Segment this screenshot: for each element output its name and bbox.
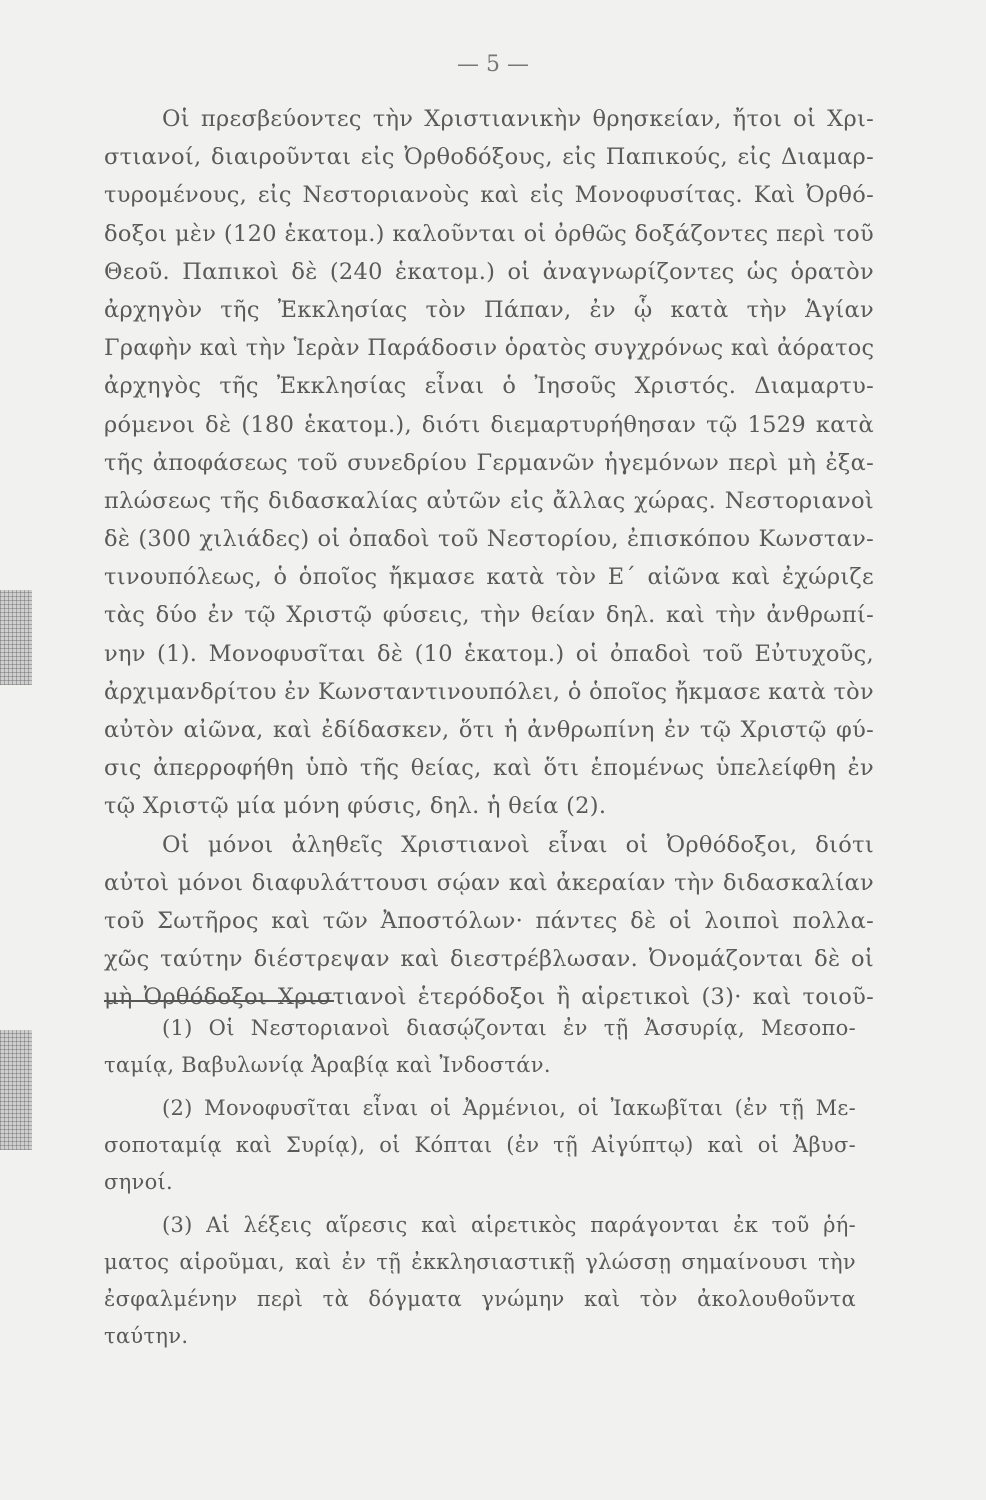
text-line: πλώσεως τῆς διδασκαλίας αὐτῶν εἰς ἄλλας χώρας. Νεστοριανοὶ xyxy=(104,487,874,514)
footnote-line: (2) Μονοφυσῖται εἶναι οἱ Ἀρμένιοι, οἱ Ἰακωβῖται (ἐν τῇ Με- xyxy=(162,1096,856,1120)
footnote-divider xyxy=(104,1000,334,1002)
footnote-line: ἐσφαλμένην περὶ τὰ δόγματα γνώμην καὶ τὸν ἀκολουθοῦντα xyxy=(104,1287,856,1311)
footnote-3 xyxy=(104,1207,856,1355)
text-line: αὐτοὶ μόνοι διαφυλάττουσι σῴαν καὶ ἀκεραίαν τὴν διδασκαλίαν xyxy=(104,869,874,896)
text-line: τυρομένους, εἰς Νεστοριανοὺς καὶ εἰς Μονοφυσίτας. Καὶ Ὀρθό- xyxy=(104,182,874,209)
text-line: στιανοί, διαιροῦνται εἰς Ὀρθοδόξους, εἰς Παπικούς, εἰς Διαμαρ- xyxy=(104,144,874,171)
scan-edge-texture xyxy=(0,1030,32,1150)
text-line: δὲ (300 χιλιάδες) οἱ ὀπαδοὶ τοῦ Νεστορίου, ἐπισκόπου Κωνσταν- xyxy=(104,526,874,553)
paragraph-1 xyxy=(104,100,874,826)
footnote-line: ταύτην. xyxy=(104,1324,189,1348)
footnote-line: σηνοί. xyxy=(104,1170,174,1194)
footnote-line: (1) Οἱ Νεστοριανοὶ διασῴζονται ἐν τῇ Ἀσσυρίᾳ, Μεσοπο- xyxy=(162,1016,856,1040)
text-line: μὴ Ὀρθόδοξοι Χριστιανοὶ ἑτερόδοξοι ἢ αἱρετικοὶ (3)· καὶ τοιοῦ- xyxy=(104,984,874,1011)
text-line: ἀρχιμανδρίτου ἐν Κωνσταντινουπόλει, ὁ ὁποῖος ἤκμασε κατὰ τὸν xyxy=(104,678,874,705)
footnote-line: σοποταμίᾳ καὶ Συρίᾳ), οἱ Κόπται (ἐν τῇ Αἰγύπτῳ) καὶ οἱ Ἀβυσ- xyxy=(104,1133,856,1157)
text-line: νην (1). Μονοφυσῖται δὲ (10 ἑκατομ.) οἱ ὀπαδοὶ τοῦ Εὐτυχοῦς, xyxy=(104,640,874,667)
text-line: Οἱ μόνοι ἀληθεῖς Χριστιανοὶ εἶναι οἱ Ὀρθόδοξοι, διότι xyxy=(162,831,874,858)
footnote-line: (3) Αἱ λέξεις αἵρεσις καὶ αἱρετικὸς παράγονται ἐκ τοῦ ῥή- xyxy=(162,1213,856,1237)
text-line: τῷ Χριστῷ μία μόνη φύσις, δηλ. ἡ θεία (2). xyxy=(104,793,607,820)
footnote-line: ταμίᾳ, Βαβυλωνίᾳ Ἀραβίᾳ καὶ Ἰνδοστάν. xyxy=(104,1053,551,1077)
paragraph-2 xyxy=(104,826,874,1017)
text-line: χῶς ταύτην διέστρεψαν καὶ διεστρέβλωσαν. Ὀνομάζονται δὲ οἱ xyxy=(104,946,874,973)
text-line: τοῦ Σωτῆρος καὶ τῶν Ἀποστόλων· πάντες δὲ οἱ λοιποὶ πολλα- xyxy=(104,907,874,934)
scan-edge-texture xyxy=(0,590,32,685)
text-line: ρόμενοι δὲ (180 ἑκατομ.), διότι διεμαρτυρήθησαν τῷ 1529 κατὰ xyxy=(104,411,874,438)
footnote-2 xyxy=(104,1090,856,1201)
text-line: Θεοῦ. Παπικοὶ δὲ (240 ἑκατομ.) οἱ ἀναγνωρίζοντες ὡς ὁρατὸν xyxy=(104,258,874,285)
footnote-line: ματος αἱροῦμαι, καὶ ἐν τῇ ἐκκλησιαστικῇ γλώσσῃ σημαίνουσι τὴν xyxy=(104,1250,856,1274)
text-line: Γραφὴν καὶ τὴν Ἱερὰν Παράδοσιν ὁρατὸς συγχρόνως καὶ ἀόρατος xyxy=(104,335,875,362)
text-line: σις ἀπερροφήθη ὑπὸ τῆς θείας, καὶ ὅτι ἑπομένως ὑπελείφθη ἐν xyxy=(104,755,874,782)
text-line: τὰς δύο ἐν τῷ Χριστῷ φύσεις, τὴν θείαν δηλ. καὶ τὴν ἀνθρωπί- xyxy=(104,602,874,629)
footnote-1 xyxy=(104,1010,856,1084)
text-line: τῆς ἀποφάσεως τοῦ συνεδρίου Γερμανῶν ἡγεμόνων περὶ μὴ ἐξα- xyxy=(104,449,874,476)
text-line: δοξοι μὲν (120 ἑκατομ.) καλοῦνται οἱ ὀρθῶς δοξάζοντες περὶ τοῦ xyxy=(104,220,874,247)
footnotes xyxy=(104,1010,856,1355)
text-line: ἀρχηγὸς τῆς Ἐκκλησίας εἶναι ὁ Ἰησοῦς Χριστός. Διαμαρτυ- xyxy=(104,373,874,400)
text-line: ἀρχηγὸν τῆς Ἐκκλησίας τὸν Πάπαν, ἐν ᾧ κατὰ τὴν Ἁγίαν xyxy=(104,296,874,323)
body-text xyxy=(104,100,874,1017)
page-number: — 5 — xyxy=(457,52,529,77)
text-line: αὐτὸν αἰῶνα, καὶ ἐδίδασκεν, ὅτι ἡ ἀνθρωπίνη ἐν τῷ Χριστῷ φύ- xyxy=(104,717,874,743)
text-line: τινουπόλεως, ὁ ὁποῖος ἤκμασε κατὰ τὸν Ε´ αἰῶνα καὶ ἐχώριζε xyxy=(104,564,874,591)
text-line: Οἱ πρεσβεύοντες τὴν Χριστιανικὴν θρησκείαν, ἤτοι οἱ Χρι- xyxy=(162,106,874,132)
